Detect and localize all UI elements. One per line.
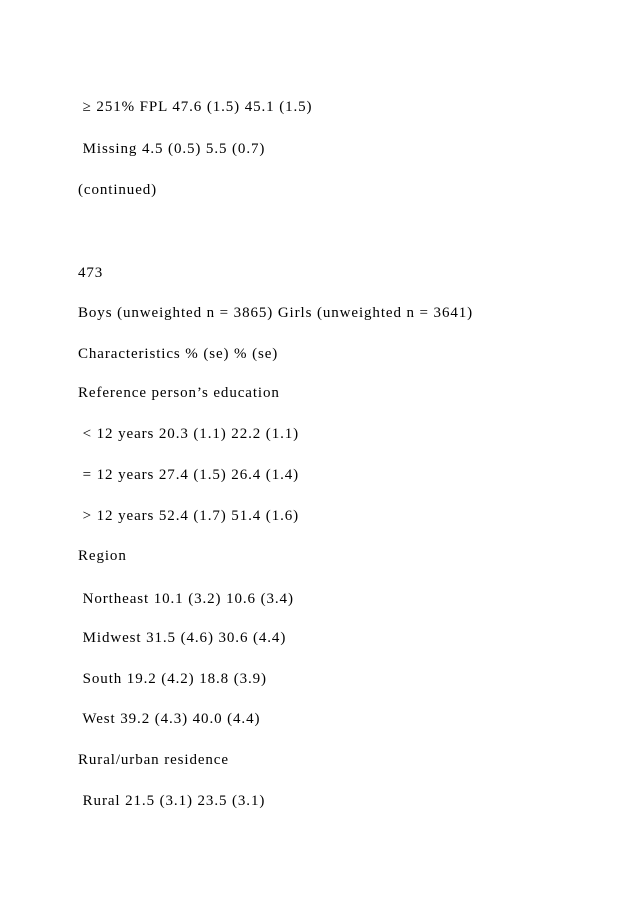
- section-heading-education: Reference person’s education: [78, 385, 280, 401]
- table-column-header-groups: Boys (unweighted n = 3865) Girls (unweighted n = 3641): [78, 305, 474, 321]
- table-column-header-stats: Characteristics % (se) % (se): [78, 346, 279, 362]
- table-row-midwest: Midwest 31.5 (4.6) 30.6 (4.4): [78, 630, 287, 646]
- page-number: 473: [78, 265, 104, 281]
- table-row-edu-gt12: > 12 years 52.4 (1.7) 51.4 (1.6): [78, 508, 300, 524]
- table-row-edu-lt12: < 12 years 20.3 (1.1) 22.2 (1.1): [78, 426, 300, 442]
- table-row-edu-eq12: = 12 years 27.4 (1.5) 26.4 (1.4): [78, 467, 300, 483]
- continued-note: (continued): [78, 182, 158, 198]
- section-heading-residence: Rural/urban residence: [78, 752, 229, 768]
- section-heading-region: Region: [78, 548, 127, 564]
- table-row-south: South 19.2 (4.2) 18.8 (3.9): [78, 671, 267, 687]
- table-row-income-251-plus: ≥ 251% FPL 47.6 (1.5) 45.1 (1.5): [78, 99, 313, 115]
- table-row-west: West 39.2 (4.3) 40.0 (4.4): [78, 711, 261, 727]
- table-row-northeast: Northeast 10.1 (3.2) 10.6 (3.4): [78, 591, 294, 607]
- table-row-income-missing: Missing 4.5 (0.5) 5.5 (0.7): [78, 141, 266, 157]
- table-row-rural: Rural 21.5 (3.1) 23.5 (3.1): [78, 793, 266, 809]
